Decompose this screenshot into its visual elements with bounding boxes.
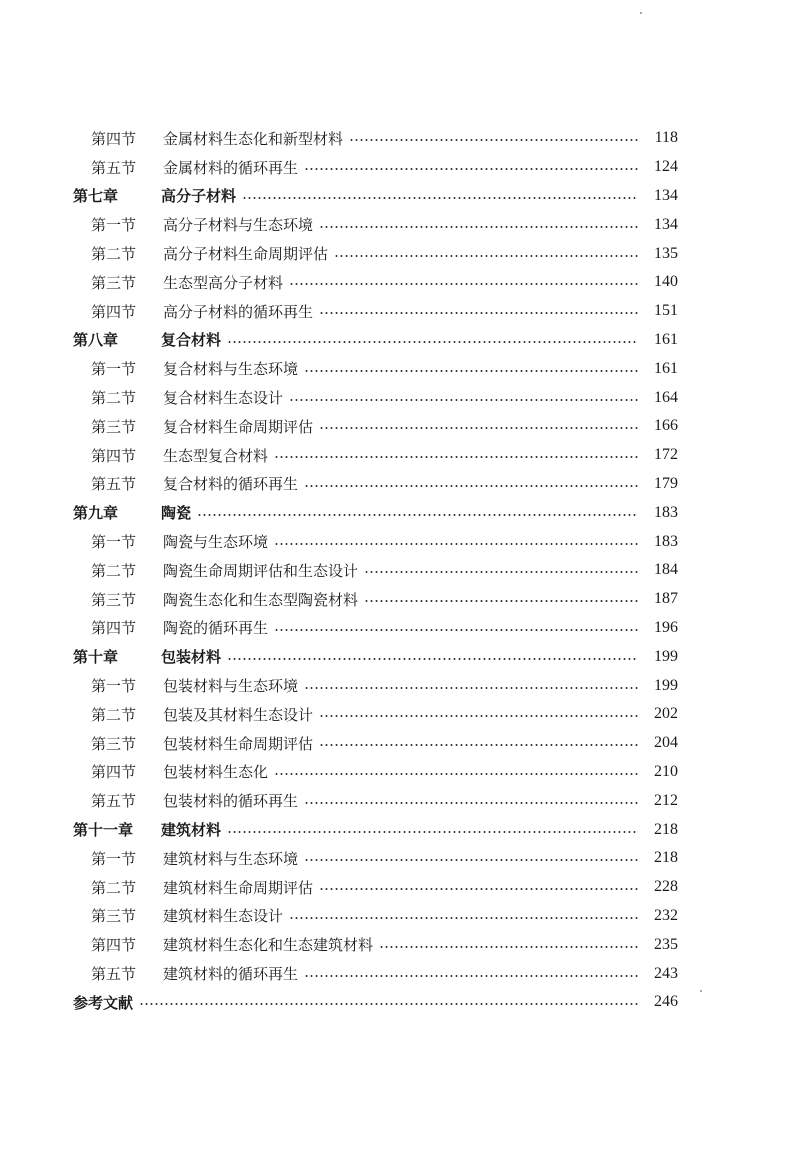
toc-page-number: 232 (638, 907, 678, 925)
toc-entry-number: 第四节 (91, 763, 137, 782)
toc-entry-title: 金属材料的循环再生 (163, 158, 299, 177)
toc-leader-dots (304, 975, 640, 977)
toc-page-number: 196 (638, 619, 678, 637)
toc-leader-dots (289, 283, 640, 285)
toc-entry-title: 参考文献 (73, 993, 134, 1012)
toc-entry-title: 金属材料生态化和新型材料 (163, 129, 344, 148)
toc-entry-title: 包装材料生态化 (163, 763, 269, 782)
toc-leader-dots (319, 715, 640, 717)
toc-section-row (0, 383, 800, 412)
toc-section-row (0, 268, 800, 297)
toc-entry-number: 第九章 (73, 504, 119, 523)
toc-entry-number: 第四节 (91, 302, 137, 321)
toc-leader-dots (274, 629, 640, 631)
toc-entry-title: 建筑材料与生态环境 (163, 849, 299, 868)
toc-page-number: 210 (638, 763, 678, 781)
toc-chapter-row (0, 498, 800, 527)
toc-leader-dots (364, 600, 640, 602)
toc-entry-title: 建筑材料的循环再生 (163, 965, 299, 983)
toc-leader-dots (274, 456, 640, 458)
toc-page-number: 151 (638, 302, 678, 320)
toc-entry-number: 第一节 (91, 677, 137, 696)
toc-leader-dots (304, 859, 640, 861)
toc-entry-number: 第八章 (73, 331, 119, 350)
toc-chapter-row (0, 182, 800, 211)
toc-section-row (0, 585, 800, 614)
toc-page-number: 134 (638, 187, 678, 205)
toc-entry-title: 复合材料与生态环境 (163, 360, 299, 379)
scan-speck (640, 12, 642, 14)
toc-page-number: 164 (638, 389, 678, 407)
toc-entry-label (91, 733, 315, 754)
toc-page-number: 183 (638, 504, 678, 522)
toc-section-row (0, 239, 800, 268)
toc-entry-number: 第五节 (91, 158, 137, 177)
toc-entry-title: 生态型高分子材料 (163, 273, 284, 292)
toc-section-row (0, 700, 800, 729)
toc-entry-label (73, 185, 238, 206)
toc-section-row (0, 729, 800, 758)
toc-leader-dots (304, 687, 640, 689)
toc-entry-label (73, 646, 223, 667)
toc-section-row (0, 470, 800, 499)
toc-entry-number: 第二节 (91, 561, 137, 580)
toc-section-row (0, 959, 800, 988)
toc-leader-dots (289, 917, 640, 919)
toc-page-number: 218 (638, 849, 678, 867)
toc-entry-label (91, 445, 270, 466)
toc-entry-title: 复合材料生态设计 (163, 389, 284, 408)
toc-section-row (0, 786, 800, 815)
toc-entry-number: 第二节 (91, 245, 137, 264)
toc-section-row (0, 297, 800, 326)
toc-page-number: 179 (638, 475, 678, 493)
toc-entry-number: 第十一章 (73, 821, 134, 840)
toc-entry-title: 高分子材料与生态环境 (163, 216, 314, 235)
toc-leader-dots (304, 485, 640, 487)
toc-entry-label (91, 761, 270, 782)
toc-entry-number: 第三节 (91, 590, 137, 609)
toc-entry-label (73, 502, 193, 523)
toc-section-row (0, 124, 800, 153)
toc-entry-number: 第五节 (91, 792, 137, 811)
toc-leader-dots (319, 226, 640, 228)
toc-page-number: 135 (638, 245, 678, 263)
toc-leader-dots (304, 802, 640, 804)
toc-entry-number: 第二节 (91, 705, 137, 724)
toc-entry-label (91, 848, 300, 869)
toc-section-row (0, 844, 800, 873)
toc-entry-label (91, 531, 270, 552)
toc-entry-label (91, 416, 315, 437)
toc-chapter-row (0, 326, 800, 355)
toc-entry-title: 包装及其材料生态设计 (163, 705, 314, 724)
toc-page-number: 124 (638, 158, 678, 176)
toc-leader-dots (274, 773, 640, 775)
toc-entry-title: 包装材料与生态环境 (163, 677, 299, 696)
toc-entry-label (91, 128, 345, 149)
toc-entry-label (91, 934, 375, 955)
toc-entry-number: 第五节 (91, 965, 137, 983)
toc-leader-dots (319, 312, 640, 314)
toc-entry-label (91, 560, 360, 581)
toc-entry-title: 复合材料的循环再生 (163, 475, 299, 494)
toc-section-row (0, 153, 800, 182)
toc-leader-dots (379, 946, 640, 948)
toc-entry-title: 陶瓷生命周期评估和生态设计 (163, 561, 359, 580)
toc-entry-label (91, 675, 300, 696)
toc-leader-dots (334, 255, 640, 257)
toc-entry-number: 第三节 (91, 907, 137, 926)
toc-leader-dots (227, 831, 640, 833)
toc-page-number: 140 (638, 273, 678, 291)
toc-page-number: 202 (638, 705, 678, 723)
toc-page-number: 118 (638, 129, 678, 147)
toc-entry-title: 建筑材料生命周期评估 (163, 878, 314, 897)
toc-entry-number: 第三节 (91, 417, 137, 436)
toc-entry-number: 第二节 (91, 389, 137, 408)
toc-entry-label (91, 243, 330, 264)
toc-page-number: 235 (638, 936, 678, 954)
toc-page-number: 246 (638, 993, 678, 1011)
toc-page-number: 172 (638, 446, 678, 464)
toc-entry-number: 第一节 (91, 533, 137, 552)
toc-entry-title: 建筑材料生态设计 (163, 907, 284, 926)
toc-entry-number: 第四节 (91, 129, 137, 148)
toc-entry-number: 第四节 (91, 936, 137, 955)
toc-page-number: 243 (638, 965, 678, 983)
toc-entry-label (91, 704, 315, 725)
table-of-contents (0, 124, 800, 1017)
toc-leader-dots (227, 658, 640, 660)
toc-section-row (0, 210, 800, 239)
toc-entry-title: 建筑材料生态化和生态建筑材料 (163, 936, 374, 955)
toc-entry-title: 陶瓷的循环再生 (163, 619, 269, 638)
toc-section-row (0, 930, 800, 959)
toc-entry-number: 第一节 (91, 216, 137, 235)
toc-page-number: 228 (638, 878, 678, 896)
toc-chapter-row (0, 988, 800, 1017)
toc-section-row (0, 354, 800, 383)
toc-entry-title: 高分子材料的循环再生 (163, 302, 314, 321)
toc-entry-number: 第五节 (91, 475, 137, 494)
toc-page-number: 161 (638, 360, 678, 378)
toc-leader-dots (139, 1003, 640, 1005)
toc-entry-title: 陶瓷与生态环境 (163, 533, 269, 552)
toc-entry-number: 第四节 (91, 446, 137, 465)
toc-page-number: 134 (638, 216, 678, 234)
toc-entry-title: 复合材料生命周期评估 (163, 417, 314, 436)
toc-entry-number: 第四节 (91, 619, 137, 638)
toc-section-row (0, 902, 800, 931)
toc-entry-label (91, 589, 360, 610)
toc-section-row (0, 873, 800, 902)
toc-section-row (0, 671, 800, 700)
toc-leader-dots (304, 370, 640, 372)
toc-page-number: 199 (638, 648, 678, 666)
toc-page-number: 204 (638, 734, 678, 752)
toc-entry-label (91, 963, 300, 984)
toc-leader-dots (349, 139, 640, 141)
toc-entry-number: 第七章 (73, 187, 119, 206)
toc-entry-title: 生态型复合材料 (163, 446, 269, 465)
toc-page-number: 187 (638, 590, 678, 608)
toc-section-row (0, 614, 800, 643)
toc-chapter-row (0, 815, 800, 844)
toc-section-row (0, 758, 800, 787)
toc-entry-number: 第二节 (91, 878, 137, 897)
toc-leader-dots (319, 427, 640, 429)
toc-entry-label (91, 905, 285, 926)
toc-entry-label (91, 877, 315, 898)
toc-entry-label (91, 617, 270, 638)
toc-entry-title: 包装材料 (161, 648, 222, 667)
toc-entry-number: 第十章 (73, 648, 119, 667)
toc-page-number: 166 (638, 417, 678, 435)
toc-entry-title: 陶瓷 (161, 504, 192, 523)
toc-leader-dots (289, 399, 640, 401)
toc-leader-dots (274, 543, 640, 545)
toc-leader-dots (242, 197, 640, 199)
toc-entry-label (91, 790, 300, 811)
toc-leader-dots (227, 341, 640, 343)
toc-leader-dots (304, 168, 640, 170)
toc-page-number: 218 (638, 821, 678, 839)
toc-entry-label (91, 358, 300, 379)
toc-leader-dots (319, 888, 640, 890)
toc-leader-dots (364, 571, 640, 573)
toc-page-number: 184 (638, 561, 678, 579)
toc-section-row (0, 527, 800, 556)
toc-leader-dots (319, 744, 640, 746)
toc-leader-dots (197, 514, 640, 516)
toc-page-number: 161 (638, 331, 678, 349)
toc-section-row (0, 412, 800, 441)
toc-entry-title: 建筑材料 (161, 821, 222, 840)
toc-entry-label (91, 214, 315, 235)
toc-entry-title: 包装材料生命周期评估 (163, 734, 314, 753)
toc-entry-title: 陶瓷生态化和生态型陶瓷材料 (163, 590, 359, 609)
toc-entry-label (91, 157, 300, 178)
toc-entry-number: 第三节 (91, 734, 137, 753)
toc-entry-label (91, 473, 300, 494)
toc-entry-label (73, 819, 223, 840)
toc-page-number: 212 (638, 792, 678, 810)
toc-entry-title: 复合材料 (161, 331, 222, 350)
toc-entry-label (91, 272, 285, 293)
toc-entry-label (91, 387, 285, 408)
toc-entry-label (73, 992, 135, 1013)
toc-chapter-row (0, 642, 800, 671)
toc-entry-title: 高分子材料 (161, 187, 237, 206)
toc-entry-number: 第一节 (91, 849, 137, 868)
toc-entry-number: 第一节 (91, 360, 137, 379)
toc-section-row (0, 441, 800, 470)
toc-entry-label (91, 301, 315, 322)
toc-entry-number: 第三节 (91, 273, 137, 292)
toc-entry-label (73, 329, 223, 350)
toc-page-number: 199 (638, 677, 678, 695)
toc-page-number: 183 (638, 533, 678, 551)
toc-entry-title: 包装材料的循环再生 (163, 792, 299, 811)
toc-section-row (0, 556, 800, 585)
toc-entry-title: 高分子材料生命周期评估 (163, 245, 329, 264)
